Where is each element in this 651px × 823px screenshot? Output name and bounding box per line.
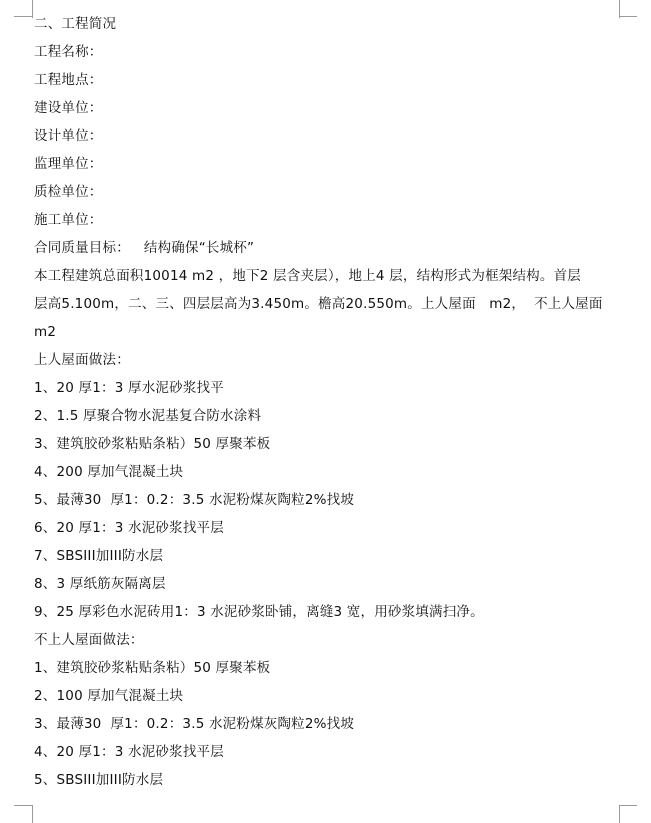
document-body bbox=[34, 10, 624, 794]
quality-goal-value: 结构确保“长城杯” bbox=[143, 240, 255, 256]
roof-accessible-item: 8、3 厚纸筋灰隔离层 bbox=[34, 576, 166, 592]
overview-line: 本工程建筑总面积10014 m2 ，地下2 层含夹层），地上4 层，结构形式为框架结构。首层 bbox=[34, 268, 581, 284]
roof-non-accessible-item: 3、最薄30 厚1：0.2：3.5 水泥粉煤灰陶粒2%找坡 bbox=[34, 716, 355, 732]
roof-non-accessible-heading: 不上人屋面做法： bbox=[34, 632, 144, 648]
section-title: 二、工程简况 bbox=[34, 16, 117, 32]
roof-non-accessible-item: 1、建筑胶砂浆粘贴条粘）50 厚聚苯板 bbox=[34, 660, 271, 676]
roof-accessible-item: 6、20 厚1：3 水泥砂浆找平层 bbox=[34, 520, 224, 536]
field-quality-inspector: 质检单位： bbox=[34, 184, 103, 200]
crop-mark-bottom-right-v bbox=[619, 805, 620, 823]
roof-accessible-item: 2、1.5 厚聚合物水泥基复合防水涂料 bbox=[34, 408, 262, 424]
roof-accessible-item: 7、SBSIII加III防水层 bbox=[34, 548, 164, 564]
roof-accessible-heading: 上人屋面做法： bbox=[34, 352, 130, 368]
field-supervisor: 监理单位： bbox=[34, 156, 103, 172]
crop-mark-bottom-left-v bbox=[32, 805, 33, 823]
quality-goal-label: 合同质量目标： bbox=[34, 240, 130, 256]
quality-goal-row bbox=[34, 234, 624, 262]
field-designer: 设计单位： bbox=[34, 128, 103, 144]
overview-line: m2 bbox=[34, 324, 57, 340]
roof-accessible-item: 5、最薄30 厚1：0.2：3.5 水泥粉煤灰陶粒2%找坡 bbox=[34, 492, 355, 508]
crop-mark-top-left-h bbox=[14, 16, 32, 17]
overview-line: 层高5.100m，二、三、四层层高为3.450m。檐高20.550m。上人屋面 m2， 不上人屋面 bbox=[34, 296, 603, 312]
roof-accessible-item: 9、25 厚彩色水泥砖用1：3 水泥砂浆卧铺，离缝3 宽，用砂浆填满扫净。 bbox=[34, 604, 484, 620]
roof-non-accessible-item: 4、20 厚1：3 水泥砂浆找平层 bbox=[34, 744, 224, 760]
field-project-name: 工程名称： bbox=[34, 44, 103, 60]
roof-accessible-item: 3、建筑胶砂浆粘贴条粘）50 厚聚苯板 bbox=[34, 436, 271, 452]
field-project-location: 工程地点： bbox=[34, 72, 103, 88]
crop-mark-bottom-left-h bbox=[14, 805, 32, 806]
field-client: 建设单位： bbox=[34, 100, 103, 116]
roof-accessible-item: 1、20 厚1：3 厚水泥砂浆找平 bbox=[34, 380, 224, 396]
roof-non-accessible-item: 5、SBSIII加III防水层 bbox=[34, 772, 164, 788]
crop-mark-top-left-v bbox=[32, 0, 33, 18]
field-contractor: 施工单位： bbox=[34, 212, 103, 228]
roof-non-accessible-item: 2、100 厚加气混凝土块 bbox=[34, 688, 184, 704]
roof-accessible-item: 4、200 厚加气混凝土块 bbox=[34, 464, 184, 480]
crop-mark-bottom-right-h bbox=[619, 805, 637, 806]
